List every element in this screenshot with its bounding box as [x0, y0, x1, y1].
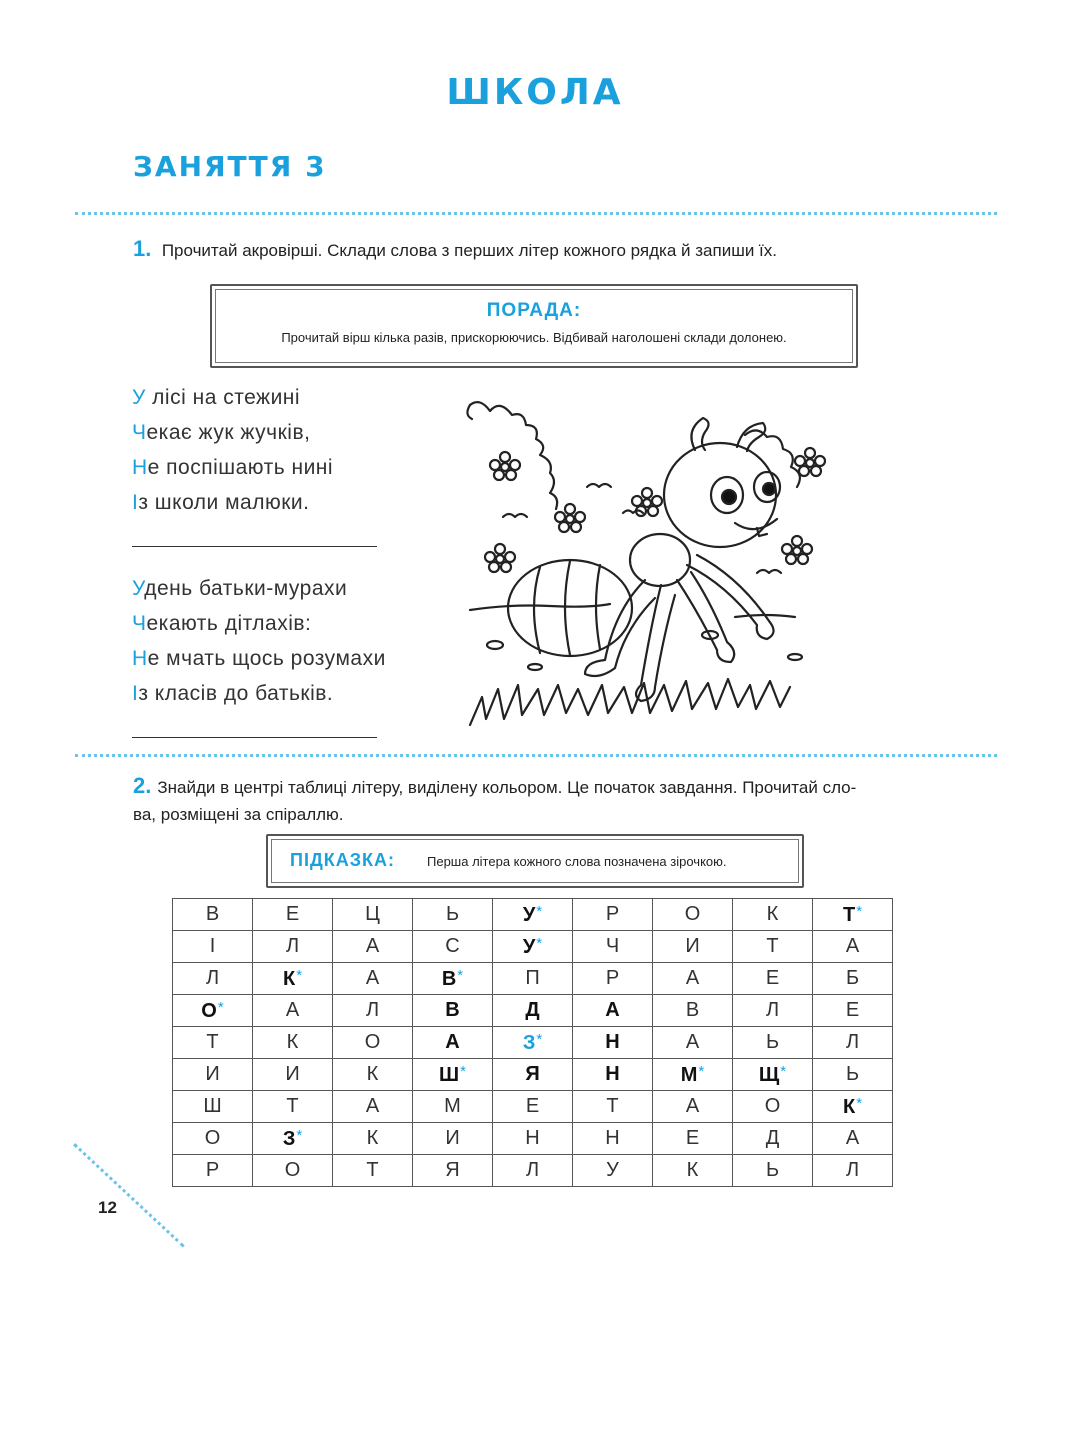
lesson-title: ЗАНЯТТЯ 3	[133, 150, 327, 183]
grid-letter: Л	[765, 999, 780, 1021]
grid-letter: О	[684, 903, 701, 925]
poem-1	[132, 380, 386, 520]
grid-letter: В	[205, 903, 220, 925]
grid-letter: Н	[605, 1031, 620, 1053]
star-icon: *	[217, 998, 224, 1016]
grid-cell	[413, 995, 493, 1027]
grid-letter: И	[685, 935, 700, 957]
grid-row	[173, 899, 893, 931]
grid-letter: О	[364, 1031, 381, 1053]
page-title: ШКОЛА	[446, 72, 624, 113]
grid-letter: Л	[285, 935, 300, 957]
grid-letter: К	[366, 1127, 379, 1149]
poem-first-letter: І	[132, 682, 139, 705]
grid-cell	[653, 899, 733, 931]
grid-letter: У	[606, 1159, 619, 1181]
poem-first-letter: У	[132, 386, 146, 409]
star-icon: *	[856, 1094, 863, 1112]
poem-first-letter: Н	[132, 647, 148, 670]
star-icon: *	[536, 934, 543, 952]
dotted-divider	[75, 212, 997, 215]
grid-letter: І	[209, 935, 216, 957]
tip-title: ПОРАДА:	[486, 300, 582, 321]
grid-cell	[333, 1123, 413, 1155]
grid-letter: У	[522, 903, 536, 926]
grid-cell	[253, 963, 333, 995]
grid-cell	[413, 899, 493, 931]
grid-letter: Л	[205, 967, 220, 989]
grid-letter: А	[685, 1095, 700, 1117]
grid-cell	[333, 963, 413, 995]
grid-letter: Ь	[445, 903, 460, 925]
poem-line	[132, 676, 386, 711]
grid-letter: А	[605, 999, 620, 1021]
grid-cell	[733, 995, 813, 1027]
grid-cell	[413, 1059, 493, 1091]
grid-cell	[733, 1155, 813, 1187]
grid-letter: К	[366, 1063, 379, 1085]
task1-text: Прочитай акровірші. Склади слова з перших літер кожного рядка й запиши їх.	[161, 241, 777, 260]
grid-row	[173, 1155, 893, 1187]
grid-letter: З	[282, 1127, 296, 1150]
grid-letter: А	[845, 935, 860, 957]
corner-dotted-decoration	[73, 1143, 185, 1247]
grid-letter: З	[522, 1031, 536, 1054]
grid-letter: Д	[525, 999, 540, 1021]
grid-letter: К	[686, 1159, 699, 1181]
poem-line-text: день батьки-мурахи	[144, 577, 348, 600]
grid-cell	[253, 1091, 333, 1123]
grid-cell	[733, 1059, 813, 1091]
poem-line	[132, 571, 386, 606]
grid-cell	[173, 1059, 253, 1091]
grid-cell	[333, 995, 413, 1027]
poem-line	[132, 380, 386, 415]
grid-letter: Р	[605, 903, 620, 925]
poem-line	[132, 415, 386, 450]
star-icon: *	[296, 1126, 303, 1144]
grid-letter: Р	[205, 1159, 220, 1181]
grid-cell	[253, 899, 333, 931]
star-icon: *	[460, 1062, 466, 1080]
grid-cell	[813, 1027, 893, 1059]
star-icon: *	[780, 1062, 787, 1080]
grid-cell	[413, 1027, 493, 1059]
poem-line-text: е мчать щось розумахи	[147, 647, 386, 670]
grid-cell	[573, 1091, 653, 1123]
grid-letter: Л	[845, 1031, 860, 1053]
grid-cell	[813, 899, 893, 931]
poem-line-text: лісі на стежині	[145, 386, 301, 409]
grid-letter: Т	[286, 1095, 299, 1117]
grid-letter: Н	[605, 1127, 620, 1149]
grid-cell	[253, 1059, 333, 1091]
hint-text: Перша літера кожного слова позначена зірочкою.	[427, 854, 727, 869]
grid-letter: В	[685, 999, 700, 1021]
poem-line-text: екає жук жучків,	[146, 421, 311, 444]
grid-letter: Р	[605, 967, 620, 989]
grid-cell	[173, 899, 253, 931]
grid-cell	[413, 1091, 493, 1123]
poem-line-text: е поспішають нині	[147, 456, 334, 479]
grid-cell-center	[493, 1027, 573, 1059]
grid-letter: Е	[285, 903, 300, 925]
task2-number: 2.	[133, 773, 152, 798]
grid-letter: А	[365, 1095, 380, 1117]
grid-cell	[493, 1155, 573, 1187]
poem-line-text: з класів до батьків.	[138, 682, 334, 705]
grid-letter: Е	[765, 967, 780, 989]
star-icon: *	[457, 966, 464, 984]
grid-letter: Л	[525, 1159, 540, 1181]
grid-letter: Т	[606, 1095, 619, 1117]
grid-cell	[573, 1027, 653, 1059]
grid-cell	[493, 963, 573, 995]
grid-row	[173, 963, 893, 995]
grid-letter: Б	[845, 967, 860, 989]
grid-cell	[333, 899, 413, 931]
grid-cell	[653, 1091, 733, 1123]
grid-letter: О	[284, 1159, 301, 1181]
grid-letter: В	[441, 967, 457, 990]
letter-grid	[172, 898, 893, 1187]
grid-cell	[493, 995, 573, 1027]
grid-letter: Ш	[439, 1063, 460, 1086]
poem-first-letter: Н	[132, 456, 148, 479]
grid-cell	[573, 1155, 653, 1187]
grid-cell	[413, 1123, 493, 1155]
grid-cell	[333, 1155, 413, 1187]
grid-cell	[733, 1091, 813, 1123]
grid-cell	[413, 931, 493, 963]
grid-cell	[493, 1059, 573, 1091]
grid-letter: Я	[445, 1159, 460, 1181]
grid-row	[173, 1027, 893, 1059]
poem-line-text: з школи малюки.	[138, 491, 310, 514]
grid-letter: А	[685, 967, 700, 989]
grid-letter: Т	[206, 1031, 219, 1053]
grid-cell	[813, 1091, 893, 1123]
grid-letter: М	[444, 1095, 461, 1117]
grid-letter: О	[201, 999, 217, 1022]
grid-cell	[573, 963, 653, 995]
poem-2	[132, 571, 386, 711]
grid-cell	[333, 931, 413, 963]
tip-text: Прочитай вірш кілька разів, прискорюючись. Відбивай наголошені склади долонею.	[281, 330, 787, 345]
task1-number: 1.	[133, 236, 152, 261]
grid-letter: Ц	[365, 903, 380, 925]
grid-cell	[653, 1027, 733, 1059]
grid-cell	[173, 995, 253, 1027]
grid-letter: А	[685, 1031, 700, 1053]
grid-letter: А	[285, 999, 300, 1021]
grid-cell	[573, 899, 653, 931]
grid-row	[173, 1059, 893, 1091]
grid-cell	[733, 963, 813, 995]
grid-letter: С	[445, 935, 460, 957]
grid-letter: Н	[525, 1127, 540, 1149]
grid-letter: О	[764, 1095, 781, 1117]
grid-cell	[653, 1123, 733, 1155]
grid-row	[173, 995, 893, 1027]
task2-instruction	[133, 772, 963, 828]
grid-letter: Ч	[605, 935, 620, 957]
star-icon: *	[296, 966, 303, 984]
poem-line-text: екають дітлахів:	[146, 612, 312, 635]
grid-cell	[253, 931, 333, 963]
grid-letter: К	[282, 967, 296, 990]
grid-letter: Ь	[845, 1063, 860, 1085]
grid-cell	[173, 1027, 253, 1059]
hint-title: ПІДКАЗКА:	[290, 850, 396, 870]
grid-cell	[653, 995, 733, 1027]
grid-cell	[813, 1155, 893, 1187]
grid-letter: А	[365, 935, 380, 957]
grid-cell	[653, 1059, 733, 1091]
poem-line	[132, 485, 386, 520]
grid-letter: Ш	[203, 1095, 222, 1117]
grid-letter: А	[445, 1031, 460, 1053]
answer-line-1[interactable]	[132, 546, 377, 547]
task2-text-line2: ва, розміщені за спіраллю.	[133, 805, 344, 824]
grid-letter: Н	[605, 1063, 620, 1085]
flower-icon	[490, 452, 520, 480]
grid-cell	[333, 1027, 413, 1059]
tip-box	[210, 284, 858, 368]
grid-cell	[253, 995, 333, 1027]
ant-illustration	[465, 395, 835, 735]
grid-letter: Т	[842, 903, 856, 926]
grid-cell	[173, 1155, 253, 1187]
hint-box	[266, 834, 804, 888]
grid-letter: У	[522, 935, 536, 958]
grid-cell	[733, 931, 813, 963]
grid-letter: А	[365, 967, 380, 989]
poem-first-letter: Ч	[132, 612, 147, 635]
poem-line	[132, 450, 386, 485]
poem-block	[132, 380, 386, 762]
grid-cell	[813, 1059, 893, 1091]
grid-letter: О	[204, 1127, 221, 1149]
grid-row	[173, 1091, 893, 1123]
grid-letter: К	[286, 1031, 299, 1053]
grid-cell	[253, 1155, 333, 1187]
grid-cell	[413, 1155, 493, 1187]
grid-cell	[573, 931, 653, 963]
poem-line	[132, 606, 386, 641]
grid-letter: В	[445, 999, 460, 1021]
grid-letter: Т	[366, 1159, 379, 1181]
grid-cell	[573, 1059, 653, 1091]
grid-cell	[813, 931, 893, 963]
grid-cell	[173, 963, 253, 995]
grid-cell	[333, 1059, 413, 1091]
grid-cell	[493, 1123, 573, 1155]
grid-letter: Ь	[765, 1031, 780, 1053]
grid-letter: К	[842, 1095, 856, 1118]
grid-cell	[173, 1123, 253, 1155]
grid-cell	[493, 899, 573, 931]
star-icon: *	[698, 1062, 705, 1080]
grid-letter: Щ	[758, 1063, 780, 1086]
grid-cell	[733, 1027, 813, 1059]
poem-first-letter: У	[132, 577, 145, 600]
grid-cell	[173, 931, 253, 963]
grid-letter: И	[205, 1063, 220, 1085]
grid-letter: П	[525, 967, 540, 989]
grid-cell	[653, 963, 733, 995]
grid-cell	[573, 995, 653, 1027]
grid-letter: Д	[765, 1127, 780, 1149]
star-icon: *	[856, 902, 863, 920]
grid-cell	[493, 1091, 573, 1123]
poem-first-letter: Ч	[132, 421, 147, 444]
task1-instruction	[133, 236, 777, 264]
grid-cell	[333, 1091, 413, 1123]
grid-cell	[653, 1155, 733, 1187]
grid-letter: Я	[525, 1063, 540, 1085]
grid-cell	[253, 1123, 333, 1155]
grid-letter: М	[680, 1063, 698, 1086]
answer-line-2[interactable]	[132, 737, 377, 738]
page-number: 12	[98, 1198, 117, 1217]
grid-cell	[813, 963, 893, 995]
grid-cell	[253, 1027, 333, 1059]
grid-letter: И	[285, 1063, 300, 1085]
grid-letter: Е	[685, 1127, 700, 1149]
grid-cell	[733, 899, 813, 931]
dotted-divider	[75, 754, 997, 757]
grid-letter: Т	[766, 935, 779, 957]
grid-cell	[173, 1091, 253, 1123]
grid-row	[173, 931, 893, 963]
grid-cell	[493, 931, 573, 963]
grid-letter: Ь	[765, 1159, 780, 1181]
star-icon: *	[536, 1030, 543, 1048]
star-icon: *	[536, 902, 543, 920]
grid-cell	[573, 1123, 653, 1155]
grid-row	[173, 1123, 893, 1155]
grid-letter: К	[766, 903, 779, 925]
grid-cell	[653, 931, 733, 963]
grid-letter: Л	[845, 1159, 860, 1181]
grid-cell	[813, 995, 893, 1027]
task2-text-line1: Знайди в центрі таблиці літеру, виділену кольором. Це початок завдання. Прочитай сло-	[157, 778, 857, 797]
grid-letter: Л	[365, 999, 380, 1021]
grid-cell	[733, 1123, 813, 1155]
poem-line	[132, 641, 386, 676]
grid-letter: Е	[525, 1095, 540, 1117]
grid-letter: А	[845, 1127, 860, 1149]
poem-first-letter: І	[132, 491, 139, 514]
grid-letter: И	[445, 1127, 460, 1149]
grid-cell	[413, 963, 493, 995]
grid-cell	[813, 1123, 893, 1155]
grid-letter: Е	[845, 999, 860, 1021]
